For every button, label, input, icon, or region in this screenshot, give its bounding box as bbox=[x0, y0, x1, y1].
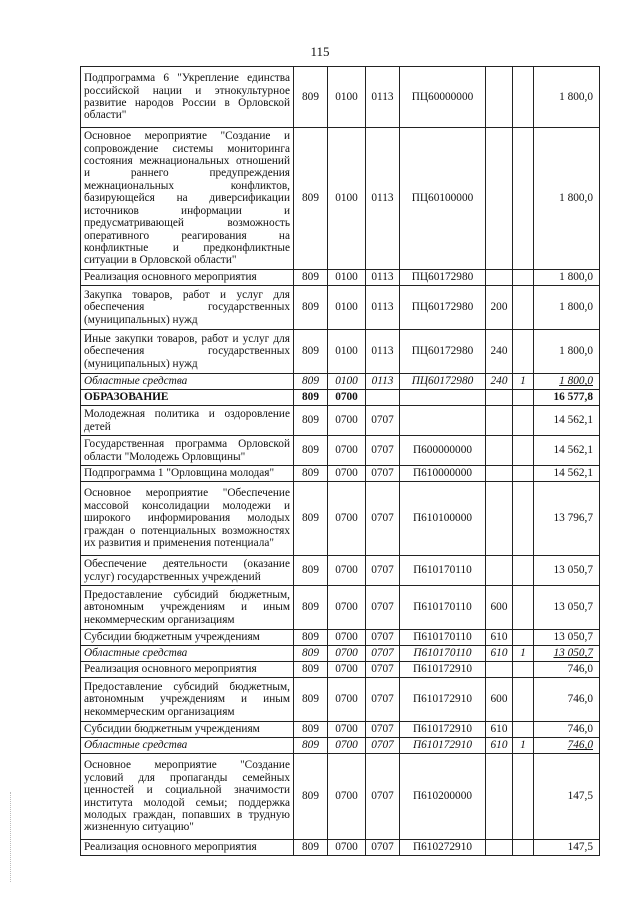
row-target-article: П610170110 bbox=[400, 556, 486, 586]
row-name: Областные средства bbox=[81, 738, 294, 754]
row-target-article: П610172910 bbox=[400, 722, 486, 738]
row-source: 1 bbox=[513, 738, 534, 754]
row-subsection: 0707 bbox=[366, 840, 400, 856]
page-number: 115 bbox=[310, 44, 330, 59]
row-target-article: П610170110 bbox=[400, 646, 486, 662]
table-row bbox=[81, 738, 600, 754]
row-source bbox=[513, 754, 534, 840]
table-row bbox=[81, 466, 600, 482]
row-target-article bbox=[400, 390, 486, 406]
row-expense-type bbox=[486, 390, 513, 406]
row-section: 0700 bbox=[328, 722, 366, 738]
row-name: ОБРАЗОВАНИЕ bbox=[81, 390, 294, 406]
row-section: 0700 bbox=[328, 662, 366, 678]
row-target-article: П610272910 bbox=[400, 840, 486, 856]
row-grbs: 809 bbox=[294, 754, 328, 840]
row-source: 1 bbox=[513, 374, 534, 390]
row-subsection: 0707 bbox=[366, 738, 400, 754]
row-amount: 13 050,7 bbox=[534, 646, 600, 662]
row-amount: 746,0 bbox=[534, 678, 600, 722]
row-grbs: 809 bbox=[294, 270, 328, 286]
table-row bbox=[81, 662, 600, 678]
row-target-article: П610170110 bbox=[400, 630, 486, 646]
row-expense-type bbox=[486, 128, 513, 270]
row-expense-type bbox=[486, 466, 513, 482]
row-grbs: 809 bbox=[294, 330, 328, 374]
row-target-article: ПЦ60172980 bbox=[400, 374, 486, 390]
row-section: 0700 bbox=[328, 646, 366, 662]
row-amount: 1 800,0 bbox=[534, 330, 600, 374]
row-section: 0700 bbox=[328, 754, 366, 840]
row-target-article: П610172910 bbox=[400, 738, 486, 754]
table-row bbox=[81, 722, 600, 738]
row-source bbox=[513, 586, 534, 630]
row-subsection: 0113 bbox=[366, 128, 400, 270]
row-target-article bbox=[400, 406, 486, 436]
row-grbs: 809 bbox=[294, 662, 328, 678]
row-grbs: 809 bbox=[294, 630, 328, 646]
table-row bbox=[81, 406, 600, 436]
row-subsection: 0707 bbox=[366, 436, 400, 466]
row-source bbox=[513, 286, 534, 330]
row-expense-type: 600 bbox=[486, 678, 513, 722]
row-expense-type bbox=[486, 67, 513, 128]
table-row bbox=[81, 330, 600, 374]
row-target-article: ПЦ60172980 bbox=[400, 286, 486, 330]
row-amount: 13 050,7 bbox=[534, 630, 600, 646]
row-subsection: 0707 bbox=[366, 466, 400, 482]
row-grbs: 809 bbox=[294, 406, 328, 436]
table-row bbox=[81, 586, 600, 630]
row-name: Основное мероприятие "Создание условий для пропаганды семейных ценностей и социальной значимости института молодой семьи; поддержка молодых граждан, попавших в трудную жизненную ситуацию" bbox=[81, 754, 294, 840]
table-row bbox=[81, 646, 600, 662]
row-section: 0700 bbox=[328, 738, 366, 754]
row-subsection: 0707 bbox=[366, 586, 400, 630]
row-target-article: П610172910 bbox=[400, 678, 486, 722]
table-row bbox=[81, 390, 600, 406]
row-expense-type: 200 bbox=[486, 286, 513, 330]
row-section: 0700 bbox=[328, 678, 366, 722]
row-section: 0100 bbox=[328, 330, 366, 374]
row-grbs: 809 bbox=[294, 840, 328, 856]
row-target-article: П600000000 bbox=[400, 436, 486, 466]
row-source: 1 bbox=[513, 646, 534, 662]
row-source bbox=[513, 678, 534, 722]
row-name: Областные средства bbox=[81, 646, 294, 662]
row-subsection: 0707 bbox=[366, 678, 400, 722]
row-subsection: 0113 bbox=[366, 330, 400, 374]
row-expense-type: 610 bbox=[486, 630, 513, 646]
row-expense-type: 240 bbox=[486, 374, 513, 390]
row-subsection: 0707 bbox=[366, 406, 400, 436]
row-grbs: 809 bbox=[294, 586, 328, 630]
row-source bbox=[513, 436, 534, 466]
row-grbs: 809 bbox=[294, 722, 328, 738]
row-name: Государственная программа Орловской области "Молодежь Орловщины" bbox=[81, 436, 294, 466]
row-amount: 746,0 bbox=[534, 738, 600, 754]
row-name: Подпрограмма 6 "Укрепление единства российской нации и этнокультурное развитие народов России в Орловской области" bbox=[81, 67, 294, 128]
table-row bbox=[81, 482, 600, 556]
row-section: 0100 bbox=[328, 374, 366, 390]
row-grbs: 809 bbox=[294, 678, 328, 722]
table-row bbox=[81, 630, 600, 646]
table-row bbox=[81, 128, 600, 270]
row-source bbox=[513, 840, 534, 856]
row-expense-type: 610 bbox=[486, 646, 513, 662]
row-grbs: 809 bbox=[294, 556, 328, 586]
row-subsection: 0707 bbox=[366, 556, 400, 586]
row-name: Основное мероприятие "Создание и сопровождение системы мониторинга состояния межнациональных отношений и раннего предупреждения межнациональных конфликтов, базирующейся на диверсификации источников информации и предусматривающей возможность оперативного реагирования на конфликтные и предконфликтные ситуации в Орловской области" bbox=[81, 128, 294, 270]
row-section: 0100 bbox=[328, 67, 366, 128]
row-source bbox=[513, 662, 534, 678]
row-section: 0700 bbox=[328, 586, 366, 630]
row-expense-type bbox=[486, 754, 513, 840]
row-target-article: ПЦ60172980 bbox=[400, 330, 486, 374]
row-target-article: П610000000 bbox=[400, 466, 486, 482]
row-target-article: ПЦ60100000 bbox=[400, 128, 486, 270]
table-row bbox=[81, 374, 600, 390]
row-amount: 14 562,1 bbox=[534, 436, 600, 466]
row-source bbox=[513, 270, 534, 286]
row-name: Основное мероприятие "Обеспечение массовой консолидации молодежи и широкого информирования молодых граждан о потенциальных возможностях их развития и применения потенциала" bbox=[81, 482, 294, 556]
row-amount: 1 800,0 bbox=[534, 270, 600, 286]
row-source bbox=[513, 406, 534, 436]
row-subsection: 0707 bbox=[366, 722, 400, 738]
row-section: 0100 bbox=[328, 270, 366, 286]
row-target-article: ПЦ60172980 bbox=[400, 270, 486, 286]
row-target-article: П610100000 bbox=[400, 482, 486, 556]
row-subsection: 0113 bbox=[366, 286, 400, 330]
row-section: 0700 bbox=[328, 406, 366, 436]
row-source bbox=[513, 128, 534, 270]
row-section: 0700 bbox=[328, 556, 366, 586]
table-row bbox=[81, 286, 600, 330]
row-grbs: 809 bbox=[294, 128, 328, 270]
row-subsection: 0707 bbox=[366, 662, 400, 678]
row-expense-type bbox=[486, 840, 513, 856]
row-amount: 746,0 bbox=[534, 662, 600, 678]
row-target-article: П610200000 bbox=[400, 754, 486, 840]
row-section: 0700 bbox=[328, 466, 366, 482]
table-row bbox=[81, 270, 600, 286]
row-section: 0700 bbox=[328, 436, 366, 466]
table-row bbox=[81, 556, 600, 586]
row-grbs: 809 bbox=[294, 67, 328, 128]
row-section: 0700 bbox=[328, 840, 366, 856]
row-subsection: 0707 bbox=[366, 482, 400, 556]
row-grbs: 809 bbox=[294, 286, 328, 330]
row-subsection: 0707 bbox=[366, 630, 400, 646]
row-grbs: 809 bbox=[294, 646, 328, 662]
row-amount: 1 800,0 bbox=[534, 286, 600, 330]
row-source bbox=[513, 630, 534, 646]
row-expense-type bbox=[486, 482, 513, 556]
row-source bbox=[513, 67, 534, 128]
row-amount: 1 800,0 bbox=[534, 374, 600, 390]
row-expense-type: 600 bbox=[486, 586, 513, 630]
row-subsection: 0113 bbox=[366, 270, 400, 286]
row-section: 0700 bbox=[328, 630, 366, 646]
row-name: Обеспечение деятельности (оказание услуг) государственных учреждений bbox=[81, 556, 294, 586]
row-amount: 1 800,0 bbox=[534, 128, 600, 270]
row-name: Реализация основного мероприятия bbox=[81, 662, 294, 678]
budget-table-body bbox=[81, 67, 600, 856]
row-name: Реализация основного мероприятия bbox=[81, 840, 294, 856]
row-grbs: 809 bbox=[294, 482, 328, 556]
row-amount: 13 796,7 bbox=[534, 482, 600, 556]
row-source bbox=[513, 482, 534, 556]
row-expense-type bbox=[486, 270, 513, 286]
row-amount: 147,5 bbox=[534, 840, 600, 856]
row-target-article: ПЦ60000000 bbox=[400, 67, 486, 128]
row-grbs: 809 bbox=[294, 466, 328, 482]
row-expense-type bbox=[486, 436, 513, 466]
row-amount: 746,0 bbox=[534, 722, 600, 738]
row-name: Реализация основного мероприятия bbox=[81, 270, 294, 286]
row-amount: 14 562,1 bbox=[534, 406, 600, 436]
row-target-article: П610172910 bbox=[400, 662, 486, 678]
row-amount: 1 800,0 bbox=[534, 67, 600, 128]
row-grbs: 809 bbox=[294, 738, 328, 754]
row-section: 0700 bbox=[328, 482, 366, 556]
row-expense-type: 610 bbox=[486, 738, 513, 754]
row-name: Иные закупки товаров, работ и услуг для обеспечения государственных (муниципальных) нужд bbox=[81, 330, 294, 374]
row-amount: 13 050,7 bbox=[534, 586, 600, 630]
row-name: Предоставление субсидий бюджетным, автономным учреждениям и иным некоммерческим организациям bbox=[81, 678, 294, 722]
table-row bbox=[81, 67, 600, 128]
row-name: Областные средства bbox=[81, 374, 294, 390]
row-expense-type: 240 bbox=[486, 330, 513, 374]
row-subsection: 0707 bbox=[366, 754, 400, 840]
row-grbs: 809 bbox=[294, 436, 328, 466]
row-name: Субсидии бюджетным учреждениям bbox=[81, 722, 294, 738]
row-name: Предоставление субсидий бюджетным, автономным учреждениям и иным некоммерческим организациям bbox=[81, 586, 294, 630]
row-name: Подпрограмма 1 "Орловщина молодая" bbox=[81, 466, 294, 482]
row-amount: 16 577,8 bbox=[534, 390, 600, 406]
row-target-article: П610170110 bbox=[400, 586, 486, 630]
row-source bbox=[513, 556, 534, 586]
row-section: 0100 bbox=[328, 286, 366, 330]
table-row bbox=[81, 678, 600, 722]
row-grbs: 809 bbox=[294, 390, 328, 406]
row-name: Молодежная политика и оздоровление детей bbox=[81, 406, 294, 436]
row-subsection: 0113 bbox=[366, 67, 400, 128]
row-name: Закупка товаров, работ и услуг для обеспечения государственных (муниципальных) нужд bbox=[81, 286, 294, 330]
row-section: 0700 bbox=[328, 390, 366, 406]
row-expense-type bbox=[486, 662, 513, 678]
table-row bbox=[81, 754, 600, 840]
row-expense-type bbox=[486, 406, 513, 436]
row-subsection bbox=[366, 390, 400, 406]
row-name: Субсидии бюджетным учреждениям bbox=[81, 630, 294, 646]
row-source bbox=[513, 330, 534, 374]
row-subsection: 0707 bbox=[366, 646, 400, 662]
row-amount: 13 050,7 bbox=[534, 556, 600, 586]
row-source bbox=[513, 466, 534, 482]
budget-table bbox=[80, 66, 600, 856]
row-expense-type bbox=[486, 556, 513, 586]
table-row bbox=[81, 840, 600, 856]
row-source bbox=[513, 722, 534, 738]
row-section: 0100 bbox=[328, 128, 366, 270]
row-grbs: 809 bbox=[294, 374, 328, 390]
row-amount: 14 562,1 bbox=[534, 466, 600, 482]
row-amount: 147,5 bbox=[534, 754, 600, 840]
row-expense-type: 610 bbox=[486, 722, 513, 738]
row-subsection: 0113 bbox=[366, 374, 400, 390]
row-source bbox=[513, 390, 534, 406]
table-row bbox=[81, 436, 600, 466]
margin-dots bbox=[10, 792, 13, 882]
